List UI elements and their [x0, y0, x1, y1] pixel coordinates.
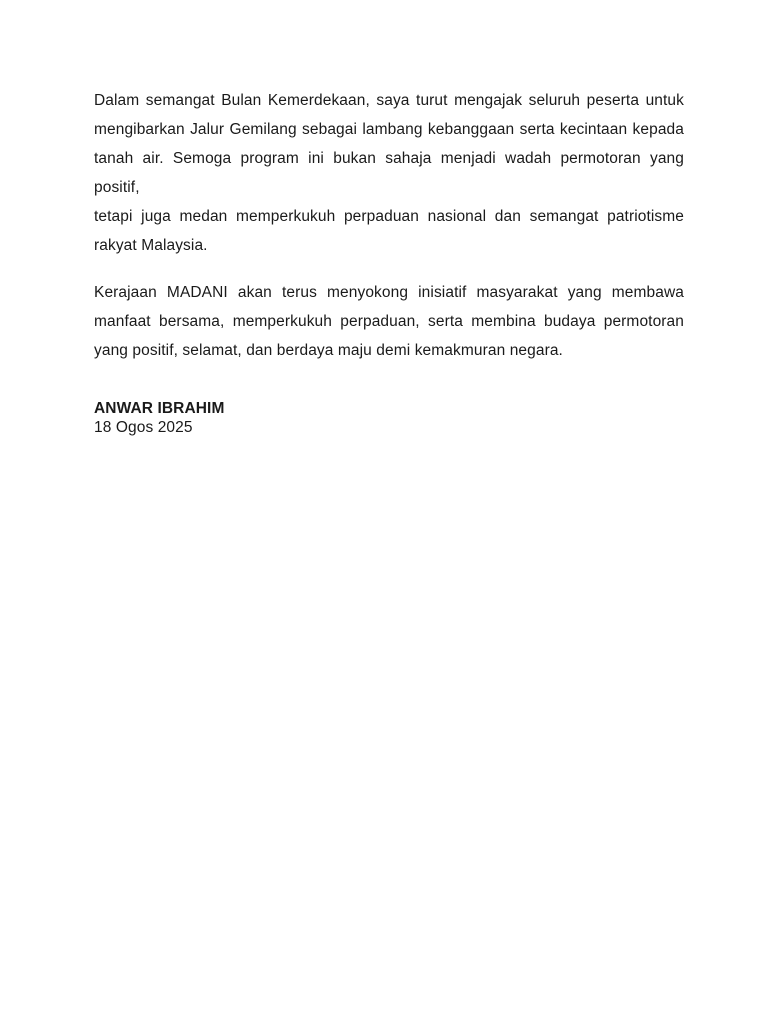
signature-block [94, 399, 684, 437]
text-line: yang positif, selamat, dan berdaya maju demi kemakmuran negara. [94, 342, 563, 359]
text-line: Kerajaan MADANI akan terus menyokong inisiatif masyarakat yang membawa [94, 284, 684, 301]
text-line: manfaat bersama, memperkukuh perpaduan, serta membina budaya permotoran [94, 313, 684, 330]
signature-date: 18 Ogos 2025 [94, 419, 193, 436]
body-paragraph-1 [94, 86, 684, 260]
body-paragraph-2 [94, 278, 684, 365]
text-line: tetapi juga medan memperkukuh perpaduan nasional dan semangat patriotisme [94, 208, 684, 225]
document-page [94, 0, 684, 437]
text-line: Dalam semangat Bulan Kemerdekaan, saya turut mengajak seluruh peserta untuk [94, 92, 684, 109]
signatory-name: ANWAR IBRAHIM [94, 400, 225, 417]
text-line: rakyat Malaysia. [94, 237, 208, 254]
text-line: tanah air. Semoga program ini bukan sahaja menjadi wadah permotoran yang positif, [94, 150, 684, 196]
text-line: mengibarkan Jalur Gemilang sebagai lambang kebanggaan serta kecintaan kepada [94, 121, 684, 138]
